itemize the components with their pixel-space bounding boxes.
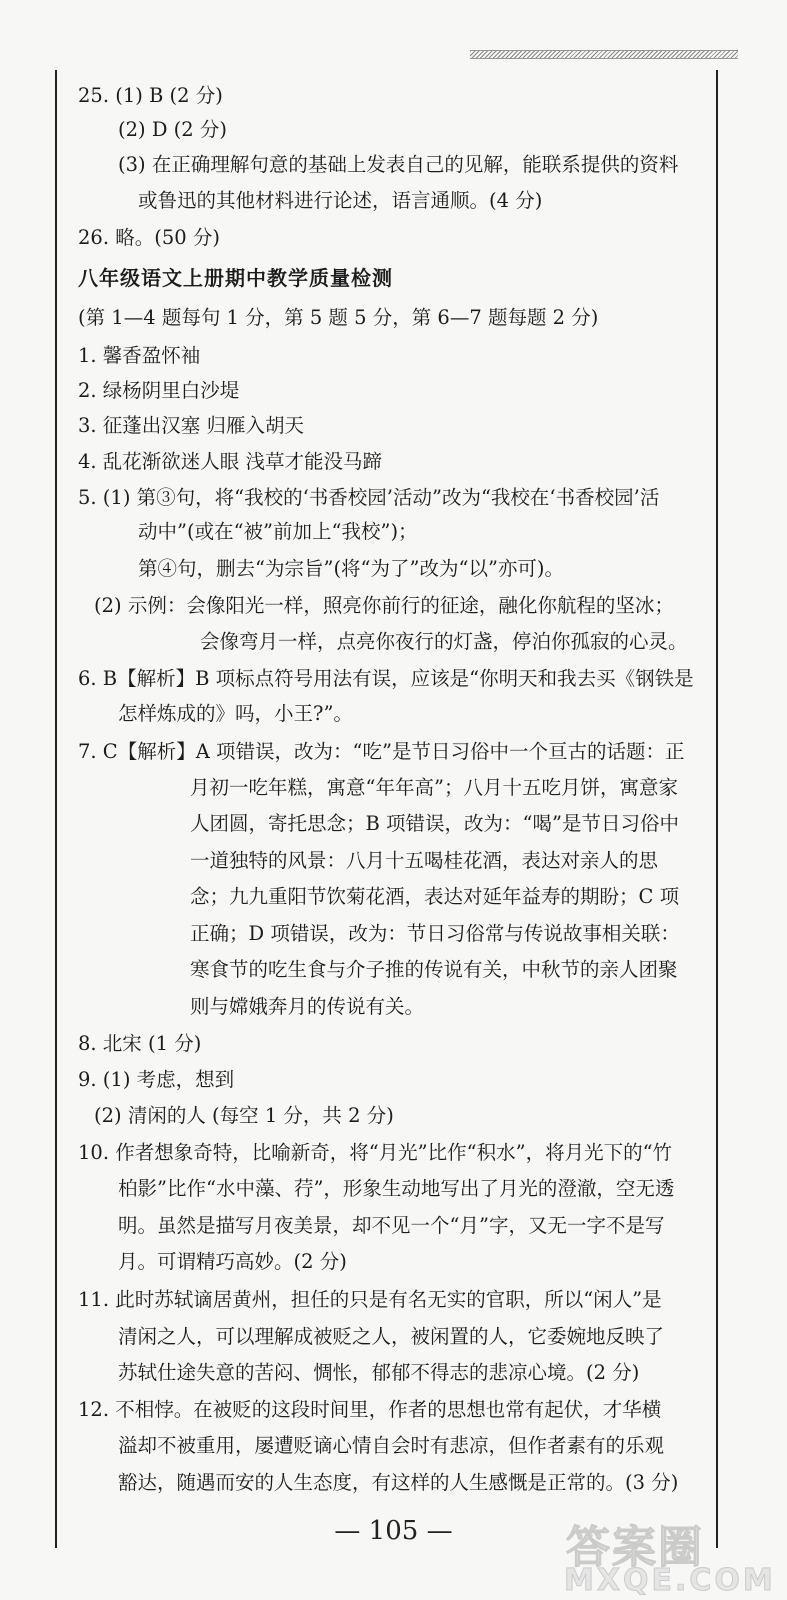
- answer-12-cont-1: 溢却不被重用，屡遭贬谪心情自会时有悲凉，但作者素有的乐观: [118, 1434, 665, 1457]
- answer-7: 7. C【解析】A 项错误，改为：“吃”是节日习俗中一个亘古的话题：正: [78, 740, 685, 763]
- answer-6: 6. B【解析】B 项标点符号用法有误，应该是“你明天和我去买《钢铁是: [78, 667, 694, 690]
- header-decoration: [470, 50, 738, 59]
- answer-9-2: (2) 清闲的人 (每空 1 分，共 2 分): [94, 1104, 394, 1127]
- answer-7-cont-5: 正确；D 项错误，改为：节日习俗常与传说故事相关联：: [190, 922, 680, 945]
- answer-10-cont-2: 明。虽然是描写月夜美景，却不见一个“月”字，又无一字不是写: [118, 1214, 665, 1237]
- answer-8: 8. 北宋 (1 分): [78, 1032, 202, 1055]
- answer-10: 10. 作者想象奇特，比喻新奇，将“月光”比作“积水”，将月光下的“竹: [78, 1141, 673, 1164]
- answer-25-2: (2) D (2 分): [118, 118, 227, 141]
- answer-3: 3. 征蓬出汉塞 归雁入胡天: [78, 414, 305, 437]
- answer-5-1-part2: 第④句，删去“为宗旨”(将“为了”改为“以”亦可)。: [138, 557, 565, 580]
- answer-9-1: 9. (1) 考虑，想到: [78, 1068, 235, 1091]
- answer-11: 11. 此时苏轼谪居黄州，担任的只是有名无实的官职，所以“闲人”是: [78, 1288, 662, 1311]
- page-number: — 105 —: [334, 1516, 453, 1546]
- answer-5-2: (2) 示例：会像阳光一样，照亮你前行的征途，融化你航程的坚冰；: [94, 594, 674, 617]
- answer-11-cont-1: 清闲之人，可以理解成被贬之人，被闲置的人，它委婉地反映了: [118, 1325, 665, 1348]
- watermark-text: 答案圈: [566, 1522, 704, 1573]
- answer-26: 26. 略。(50 分): [78, 226, 220, 249]
- answer-10-cont-3: 月。可谓精巧高妙。(2 分): [118, 1250, 347, 1273]
- watermark-url: MXQE.COM: [564, 1563, 776, 1598]
- answer-25-1: 25. (1) B (2 分): [78, 84, 223, 107]
- answer-1: 1. 馨香盈怀袖: [78, 344, 201, 367]
- answer-12-cont-2: 豁达，随遇而安的人生态度，有这样的人生感慨是正常的。(3 分): [118, 1471, 679, 1494]
- watermark-logo: [560, 1505, 785, 1600]
- answer-2: 2. 绿杨阴里白沙堤: [78, 379, 240, 402]
- answer-7-cont-1: 月初一吃年糕，寓意“年年高”；八月十五吃月饼，寓意家: [190, 776, 678, 799]
- answer-5-1: 5. (1) 第③句，将“我校的‘书香校园’活动”改为“我校在‘书香校园’活: [78, 486, 660, 509]
- answer-5-2-cont: 会像弯月一样，点亮你夜行的灯盏，停泊你孤寂的心灵。: [200, 630, 688, 653]
- section-title: 八年级语文上册期中教学质量检测: [78, 266, 393, 290]
- answer-6-cont: 怎样炼成的》吗，小王?”。: [118, 702, 353, 725]
- answer-5-1-cont: 动中”(或在“被”前加上“我校”)；: [138, 520, 418, 543]
- answer-7-cont-7: 则与嫦娥奔月的传说有关。: [190, 995, 425, 1018]
- answer-7-cont-3: 一道独特的风景：八月十五喝桂花酒，表达对亲人的思: [190, 849, 659, 872]
- answer-10-cont-1: 柏影”比作“水中藻、荇”，形象生动地写出了月光的澄澈，空无透: [118, 1177, 675, 1200]
- answer-4: 4. 乱花渐欲迷人眼 浅草才能没马蹄: [78, 450, 383, 473]
- answer-11-cont-2: 苏轼仕途失意的苦闷、惆怅，郁郁不得志的悲凉心境。(2 分): [118, 1361, 640, 1384]
- scoring-note: (第 1—4 题每句 1 分，第 5 题 5 分，第 6—7 题每题 2 分): [78, 306, 599, 329]
- left-margin-rule: [55, 70, 57, 1548]
- answer-25-3-cont: 或鲁迅的其他材料进行论述，语言通顺。(4 分): [138, 189, 543, 212]
- answer-12: 12. 不相悖。在被贬的这段时间里，作者的思想也常有起伏，才华横: [78, 1398, 662, 1421]
- answer-25-3: (3) 在正确理解句意的基础上发表自己的见解，能联系提供的资料: [118, 153, 679, 176]
- answer-7-cont-2: 人团圆，寄托思念；B 项错误，改为：“喝”是节日习俗中: [190, 812, 679, 835]
- answer-7-cont-4: 念；九九重阳节饮菊花酒，表达对延年益寿的期盼；C 项: [190, 885, 680, 908]
- answer-7-cont-6: 寒食节的吃生食与介子推的传说有关，中秋节的亲人团聚: [190, 958, 678, 981]
- right-margin-rule: [716, 70, 718, 1548]
